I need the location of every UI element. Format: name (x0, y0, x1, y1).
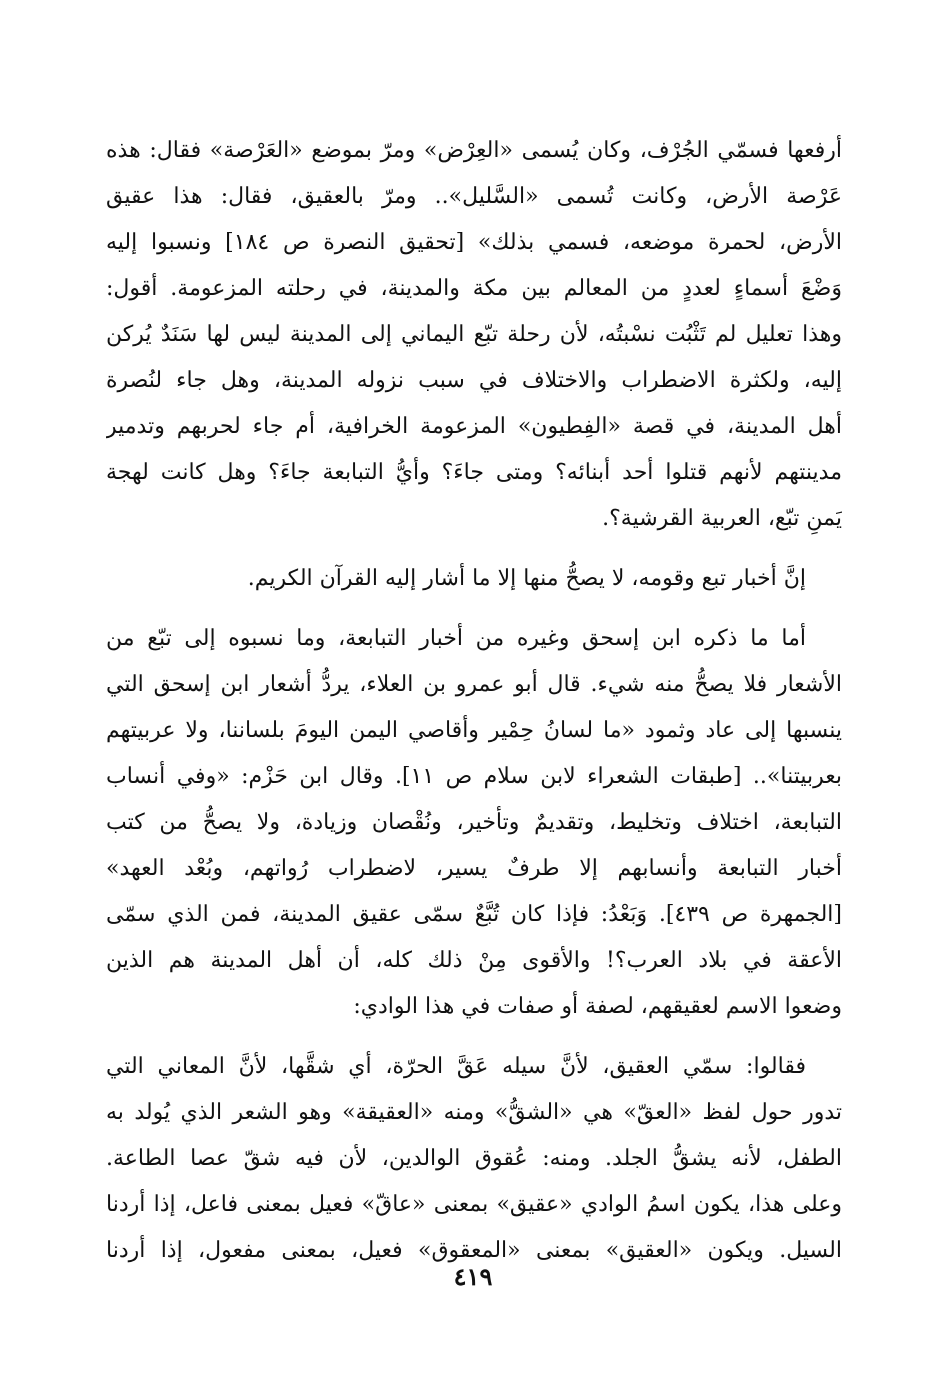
text-line: عَرْصة الأرض، وكانت تُسمى «السَّليل».. ومرّ بالعقيق، فقال: هذا عقيق (106, 184, 842, 209)
paragraph-gap (106, 542, 842, 556)
text-line: فقالوا: سمّي العقيق، لأنَّ سيله عَقَّ الحرّة، أي شقَّها، لأنَّ المعاني التي (106, 1054, 806, 1079)
text-line: الطفل، لأنه يشقُّ الجلد. ومنه: عُقوق الوالدين، لأن فيه شقّ عصا الطاعة. (106, 1146, 842, 1171)
text-line: إنَّ أخبار تبع وقومه، لا يصحُّ منها إلا ما أشار إليه القرآن الكريم. (247, 566, 806, 591)
page-number: ٤١٩ (453, 1262, 493, 1291)
text-line: تدور حول لفظ «العقّ» هي «الشقُّ» ومنه «العقيقة» وهو الشعر الذي يُولد به (106, 1100, 842, 1125)
text-line: [الجمهرة ص ٤٣٩]. وَبَعْدُ: فإذا كان تُبَّعٌ سمّى عقيق المدينة، فمن الذي سمّى (106, 902, 842, 927)
paragraph-2 (106, 556, 842, 602)
text-line: الأعقة في بلاد العرب؟! والأقوى مِنْ ذلك كله، أن أهل المدينة هم الذين (106, 948, 842, 973)
paragraph-gap (106, 1030, 842, 1044)
text-line: وعلى هذا، يكون اسمُ الوادي «عقيق» بمعنى «عاقّ» فعيل بمعنى فاعل، إذا أردنا (106, 1192, 842, 1217)
text-line: وَضْعَ أسماءٍ لعددٍ من المعالم بين مكة والمدينة، في رحلته المزعومة. أقول: (106, 276, 842, 301)
text-line: يَمنِ تبّع، العربية القرشية؟. (602, 506, 842, 531)
paragraph-4 (106, 1044, 842, 1274)
paragraph-gap (106, 602, 842, 616)
page-body (106, 128, 842, 1274)
text-line: أهل المدينة، في قصة «الفِطيون» المزعومة الخرافية، أم جاء لحربهم وتدمير (106, 414, 842, 439)
text-line: الأشعار فلا يصحُّ منه شيء. قال أبو عمرو بن العلاء، يردُّ أشعار ابن إسحق التي (106, 672, 842, 697)
text-line: إليه، ولكثرة الاضطراب والاختلاف في سبب نزوله المدينة، وهل جاء لنُصرة (106, 368, 842, 393)
text-line: التبابعة، اختلاف وتخليط، وتقديمٌ وتأخير، ونُقْصان وزيادة، ولا يصحُّ من كتب (106, 810, 842, 835)
text-line: بعربيتنا».. [طبقات الشعراء لابن سلام ص ١١]. وقال ابن حَزْم: «وفي أنساب (106, 764, 842, 789)
text-line: أما ما ذكره ابن إسحق وغيره من أخبار التبابعة، وما نسبوه إلى تبّع من (106, 626, 806, 651)
text-line: السيل. ويكون «العقيق» بمعنى «المعقوق» فعيل، بمعنى مفعول، إذا أردنا (106, 1238, 842, 1263)
paragraph-3 (106, 616, 842, 1030)
text-line: وضعوا الاسم لعقيقهم، لصفة أو صفات في هذا الوادي: (353, 994, 842, 1019)
text-line: وهذا تعليل لم تَثْبُت نسْبتُه، لأن رحلة تبّع اليماني إلى المدينة ليس لها سَنَدٌ يُركن (106, 322, 842, 347)
paragraph-1 (106, 128, 842, 542)
text-line: أخبار التبابعة وأنسابهم إلا طرفٌ يسير، لاضطراب رُواتهم، وبُعْد العهد» (106, 856, 842, 881)
text-line: أرفعها فسمّي الجُرْف، وكان يُسمى «العِرْض» ومرّ بموضع «العَرْصة» فقال: هذه (106, 138, 842, 163)
text-line: مدينتهم لأنهم قتلوا أحد أبنائه؟ ومتى جاءَ؟ وأيُّ التبابعة جاءَ؟ وهل كانت لهجة (106, 460, 842, 485)
text-line: ينسبها إلى عاد وثمود «ما لسانُ حِمْير وأقاصي اليمن اليومَ بلساننا، ولا عربيتهم (106, 718, 842, 743)
text-line: الأرض، لحمرة موضعه، فسمي بذلك» [تحقيق النصرة ص ١٨٤] ونسبوا إليه (106, 230, 842, 255)
